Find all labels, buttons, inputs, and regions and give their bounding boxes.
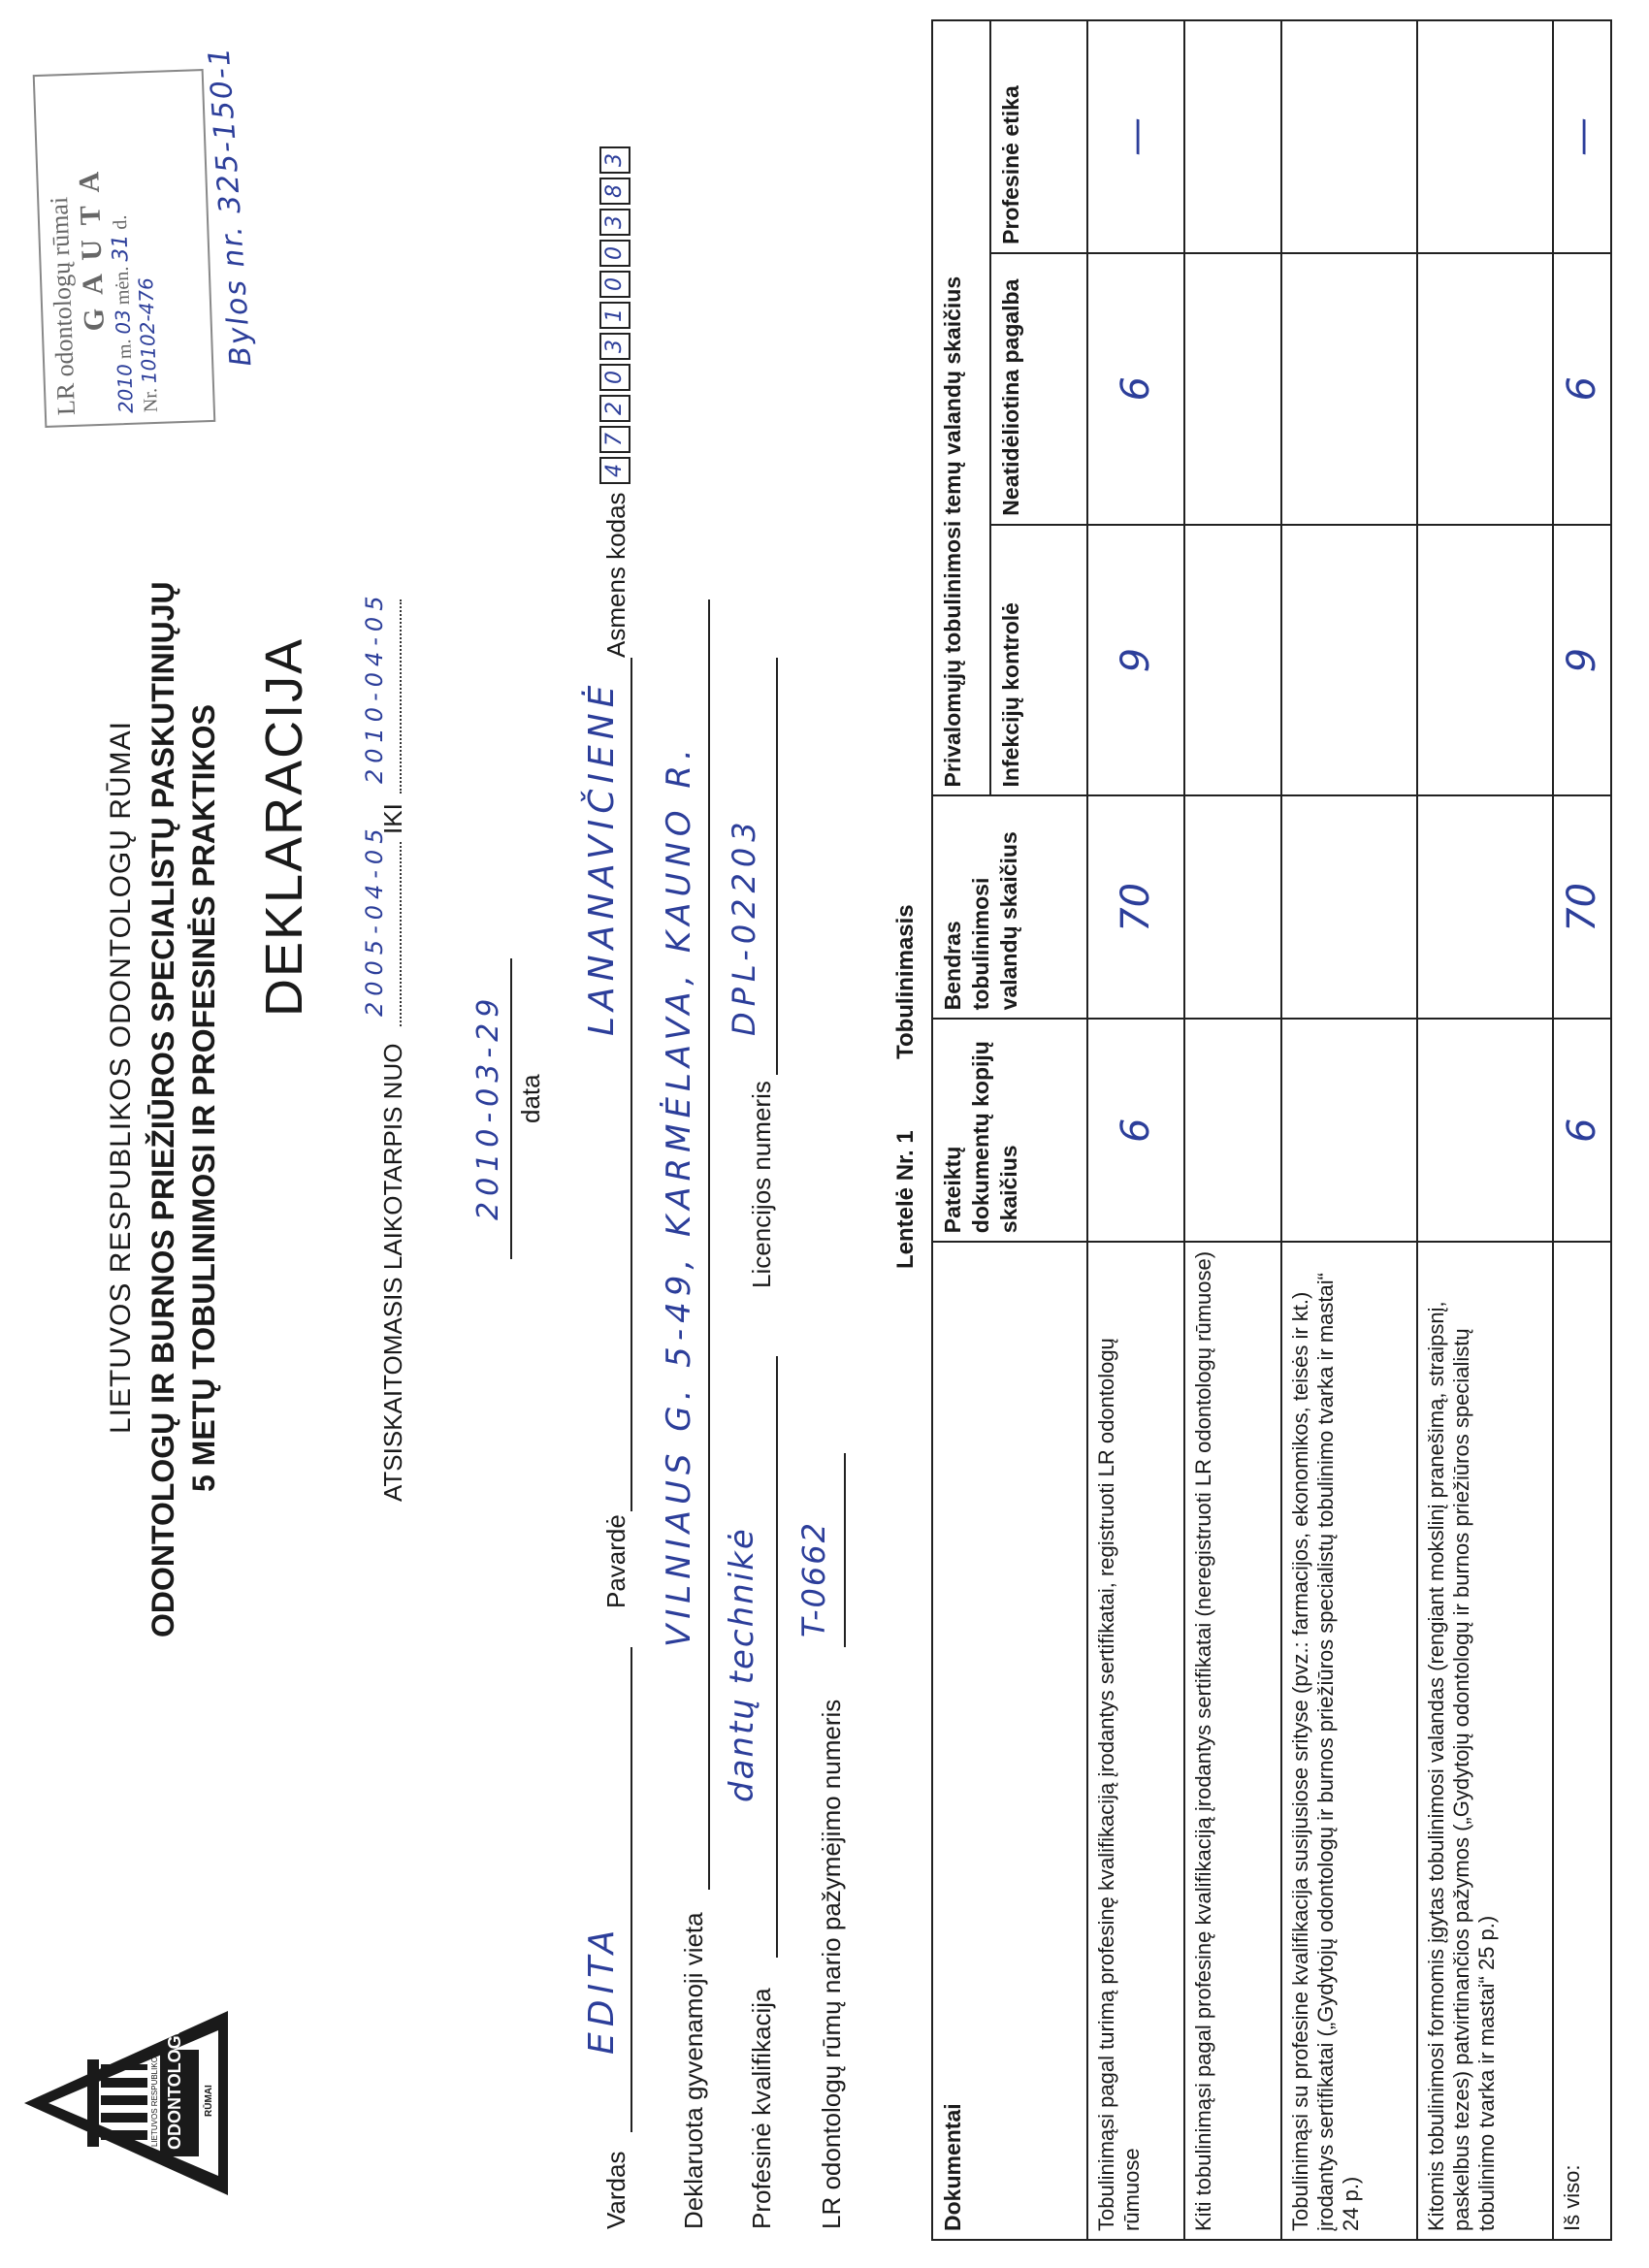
table-row: [1281, 20, 1417, 2240]
vieta-value: VILNIAUS G. 5-49, KARMĖLAVA, KAUNO R.: [660, 743, 698, 1647]
handwritten-annotation: Bylos nr. 325-150-1: [202, 45, 259, 368]
vardas-line: [630, 1647, 632, 2132]
code-digit: 7: [599, 426, 630, 453]
stamp-day: 31: [108, 234, 134, 263]
header-line1: LIETUVOS RESPUBLIKOS ODONTOLOGŲ RŪMAI: [105, 721, 137, 1434]
code-digit: 4: [599, 457, 630, 484]
table-caption-label: Lentelė Nr. 1: [892, 1130, 919, 1269]
row-pateiktu: [1417, 1019, 1553, 1242]
row-etika: —: [1087, 20, 1184, 253]
licencija-label: Licencijos numeris: [747, 1081, 776, 1288]
code-digit: 1: [599, 302, 630, 329]
header-line2: ODONTOLOGŲ IR BURNOS PRIEŽIŪROS SPECIALISTŲ PASKUTINIŲJŲ: [146, 581, 180, 1637]
row-infekciju: [1281, 525, 1417, 796]
table-caption-title: Tobulinimasis: [892, 904, 919, 1059]
period-from: 2005-04-05: [361, 823, 388, 1017]
vardas-value: EDITA: [582, 1924, 622, 2055]
header-dokumentai: Dokumentai: [932, 1242, 1087, 2240]
stamp-d: d.: [109, 214, 132, 231]
row-doc: Tobulinimąsi su profesine kvalifikacija susijusiose srityse (pvz.: farmacijos, ekonomikos, teisės ir kt.) įrodantys sertifikatai („Gydytojų odontologų ir burnos priežiūros specialistų tobulinimo tvarka ir mastai“ 24 p.): [1281, 1242, 1417, 2240]
code-digit: 8: [599, 178, 630, 205]
row-doc: Kiti tobulinimąsi pagal profesinę kvalifikaciją įrodantys sertifikatai (neregistruoti LR odontologų rūmuose): [1184, 1242, 1281, 2240]
table-total-row: [1553, 20, 1611, 2240]
row-etika: [1184, 20, 1281, 253]
row-neatideliotina: [1417, 253, 1553, 525]
logo-line1: LIETUVOS RESPUBLIKOS: [150, 2051, 159, 2147]
row-neatideliotina: 6: [1553, 253, 1611, 525]
row-infekciju: 9: [1087, 525, 1184, 796]
stamp-year: 2010: [113, 363, 138, 414]
row-etika: [1281, 20, 1417, 253]
logo-line3: RŪMAI: [204, 2085, 214, 2117]
table-caption: [892, 904, 920, 1269]
header-bendras: Bendras tobulinimosi valandų skaičius: [932, 795, 1087, 1019]
pavarde-label: Pavardė: [601, 1514, 630, 1608]
nario-label: LR odontologų rūmų nario pažymėjimo numeris: [817, 1699, 846, 2229]
row-bendras: [1281, 795, 1417, 1019]
row-neatideliotina: [1281, 253, 1417, 525]
page-title: DEKLARACIJA: [255, 636, 313, 1017]
asmens-kodas-label: Asmens kodas: [601, 492, 630, 658]
period-to: 2010-04-05: [361, 590, 388, 784]
period-to-line: [400, 599, 402, 794]
table-row: [1184, 20, 1281, 2240]
row-pateiktu: [1281, 1019, 1417, 1242]
vieta-line: [708, 599, 710, 1890]
pavarde-line: [630, 658, 632, 1511]
vieta-label: Deklaruota gyvenamoji vieta: [679, 1912, 708, 2229]
header-infekciju: Infekcijų kontrolė: [990, 525, 1087, 796]
row-neatideliotina: [1184, 253, 1281, 525]
logo-triangle-icon: [19, 2006, 233, 2200]
logo-line2: ODONTOLOGŲ: [165, 2023, 184, 2150]
header-neatideliotina: Neatidėliotina pagalba: [990, 253, 1087, 525]
nario-value: T-0662: [795, 1521, 832, 1637]
stamp-m: m.: [113, 339, 136, 360]
kvalifikacija-value: dantų technikė: [723, 1527, 761, 1802]
code-digit: 0: [599, 240, 630, 267]
licencija-value: DPL-02203: [726, 816, 762, 1036]
code-digit: 3: [599, 209, 630, 236]
kvalifikacija-line: [776, 1356, 778, 1958]
table-row: [1417, 20, 1553, 2240]
stamp-word: G A U T A: [73, 167, 111, 332]
date-value: 2010-03-29: [471, 992, 505, 1220]
licencija-line: [776, 658, 778, 1075]
code-digit: 3: [599, 146, 630, 174]
table-row: [1087, 20, 1184, 2240]
code-digit: 0: [599, 271, 630, 298]
row-infekciju: [1184, 525, 1281, 796]
nario-line: [844, 1453, 846, 1647]
row-pateiktu: [1184, 1019, 1281, 1242]
stamp-men: mėn.: [111, 266, 135, 306]
header-etika: Profesinė etika: [990, 20, 1087, 253]
chamber-logo: [19, 2006, 233, 2200]
code-digit: 0: [599, 364, 630, 391]
period-from-line: [400, 842, 402, 1026]
row-doc: Kitomis tobulinimosi formomis įgytas tobulinimosi valandas (rengiant mokslinį pranešimą, straipsnį, paskelbus tezes) patvirtinančios pažymos („Gydytojų odontologų ir burnos priežiūros specialistų tobulinimo tvarka ir mastai“ 25 p.): [1417, 1242, 1553, 2240]
kvalifikacija-label: Profesinė kvalifikacija: [747, 1988, 776, 2229]
row-doc: Iš viso:: [1553, 1242, 1611, 2240]
row-bendras: [1184, 795, 1281, 1019]
stamp-nr-value: 10102-476: [134, 276, 161, 384]
row-etika: [1417, 20, 1553, 253]
row-bendras: 70: [1087, 795, 1184, 1019]
row-neatideliotina: 6: [1087, 253, 1184, 525]
header-line3: 5 METŲ TOBULINIMOSI IR PROFESINĖS PRAKTIKOS: [186, 704, 221, 1492]
row-etika: —: [1553, 20, 1611, 253]
received-stamp: [33, 69, 216, 428]
stamp-org: LR odontologų rūmai: [45, 196, 81, 416]
row-infekciju: 9: [1553, 525, 1611, 796]
row-bendras: [1417, 795, 1553, 1019]
code-digit: 2: [599, 395, 630, 422]
stamp-nr-label: Nr.: [140, 387, 162, 413]
pavarde-value: LANANAVIČIENĖ: [582, 679, 622, 1036]
date-line: [510, 958, 512, 1259]
vardas-label: Vardas: [601, 2151, 630, 2229]
code-digit: 3: [599, 333, 630, 360]
row-pateiktu: 6: [1553, 1019, 1611, 1242]
header-pateiktu: Pateiktų dokumentų kopijų skaičius: [932, 1019, 1087, 1242]
training-table: [931, 19, 1612, 2241]
asmens-kodas-boxes: [599, 146, 630, 488]
stamp-month: 03: [111, 308, 136, 336]
row-doc: Tobulinimąsi pagal turimą profesinę kvalifikaciją įrodantys sertifikatai, registruoti LR odontologų rūmuose: [1087, 1242, 1184, 2240]
row-bendras: 70: [1553, 795, 1611, 1019]
period-label: ATSISKAITOMASIS LAIKOTARPIS NUO: [378, 1043, 407, 1502]
date-label: data: [516, 1074, 545, 1123]
row-pateiktu: 6: [1087, 1019, 1184, 1242]
period-sep: IKI: [378, 803, 407, 834]
header-privalomuju: Privalomųjų tobulinimosi temų valandų skaičius: [932, 20, 990, 795]
table-header-row: [932, 20, 990, 2240]
row-infekciju: [1417, 525, 1553, 796]
